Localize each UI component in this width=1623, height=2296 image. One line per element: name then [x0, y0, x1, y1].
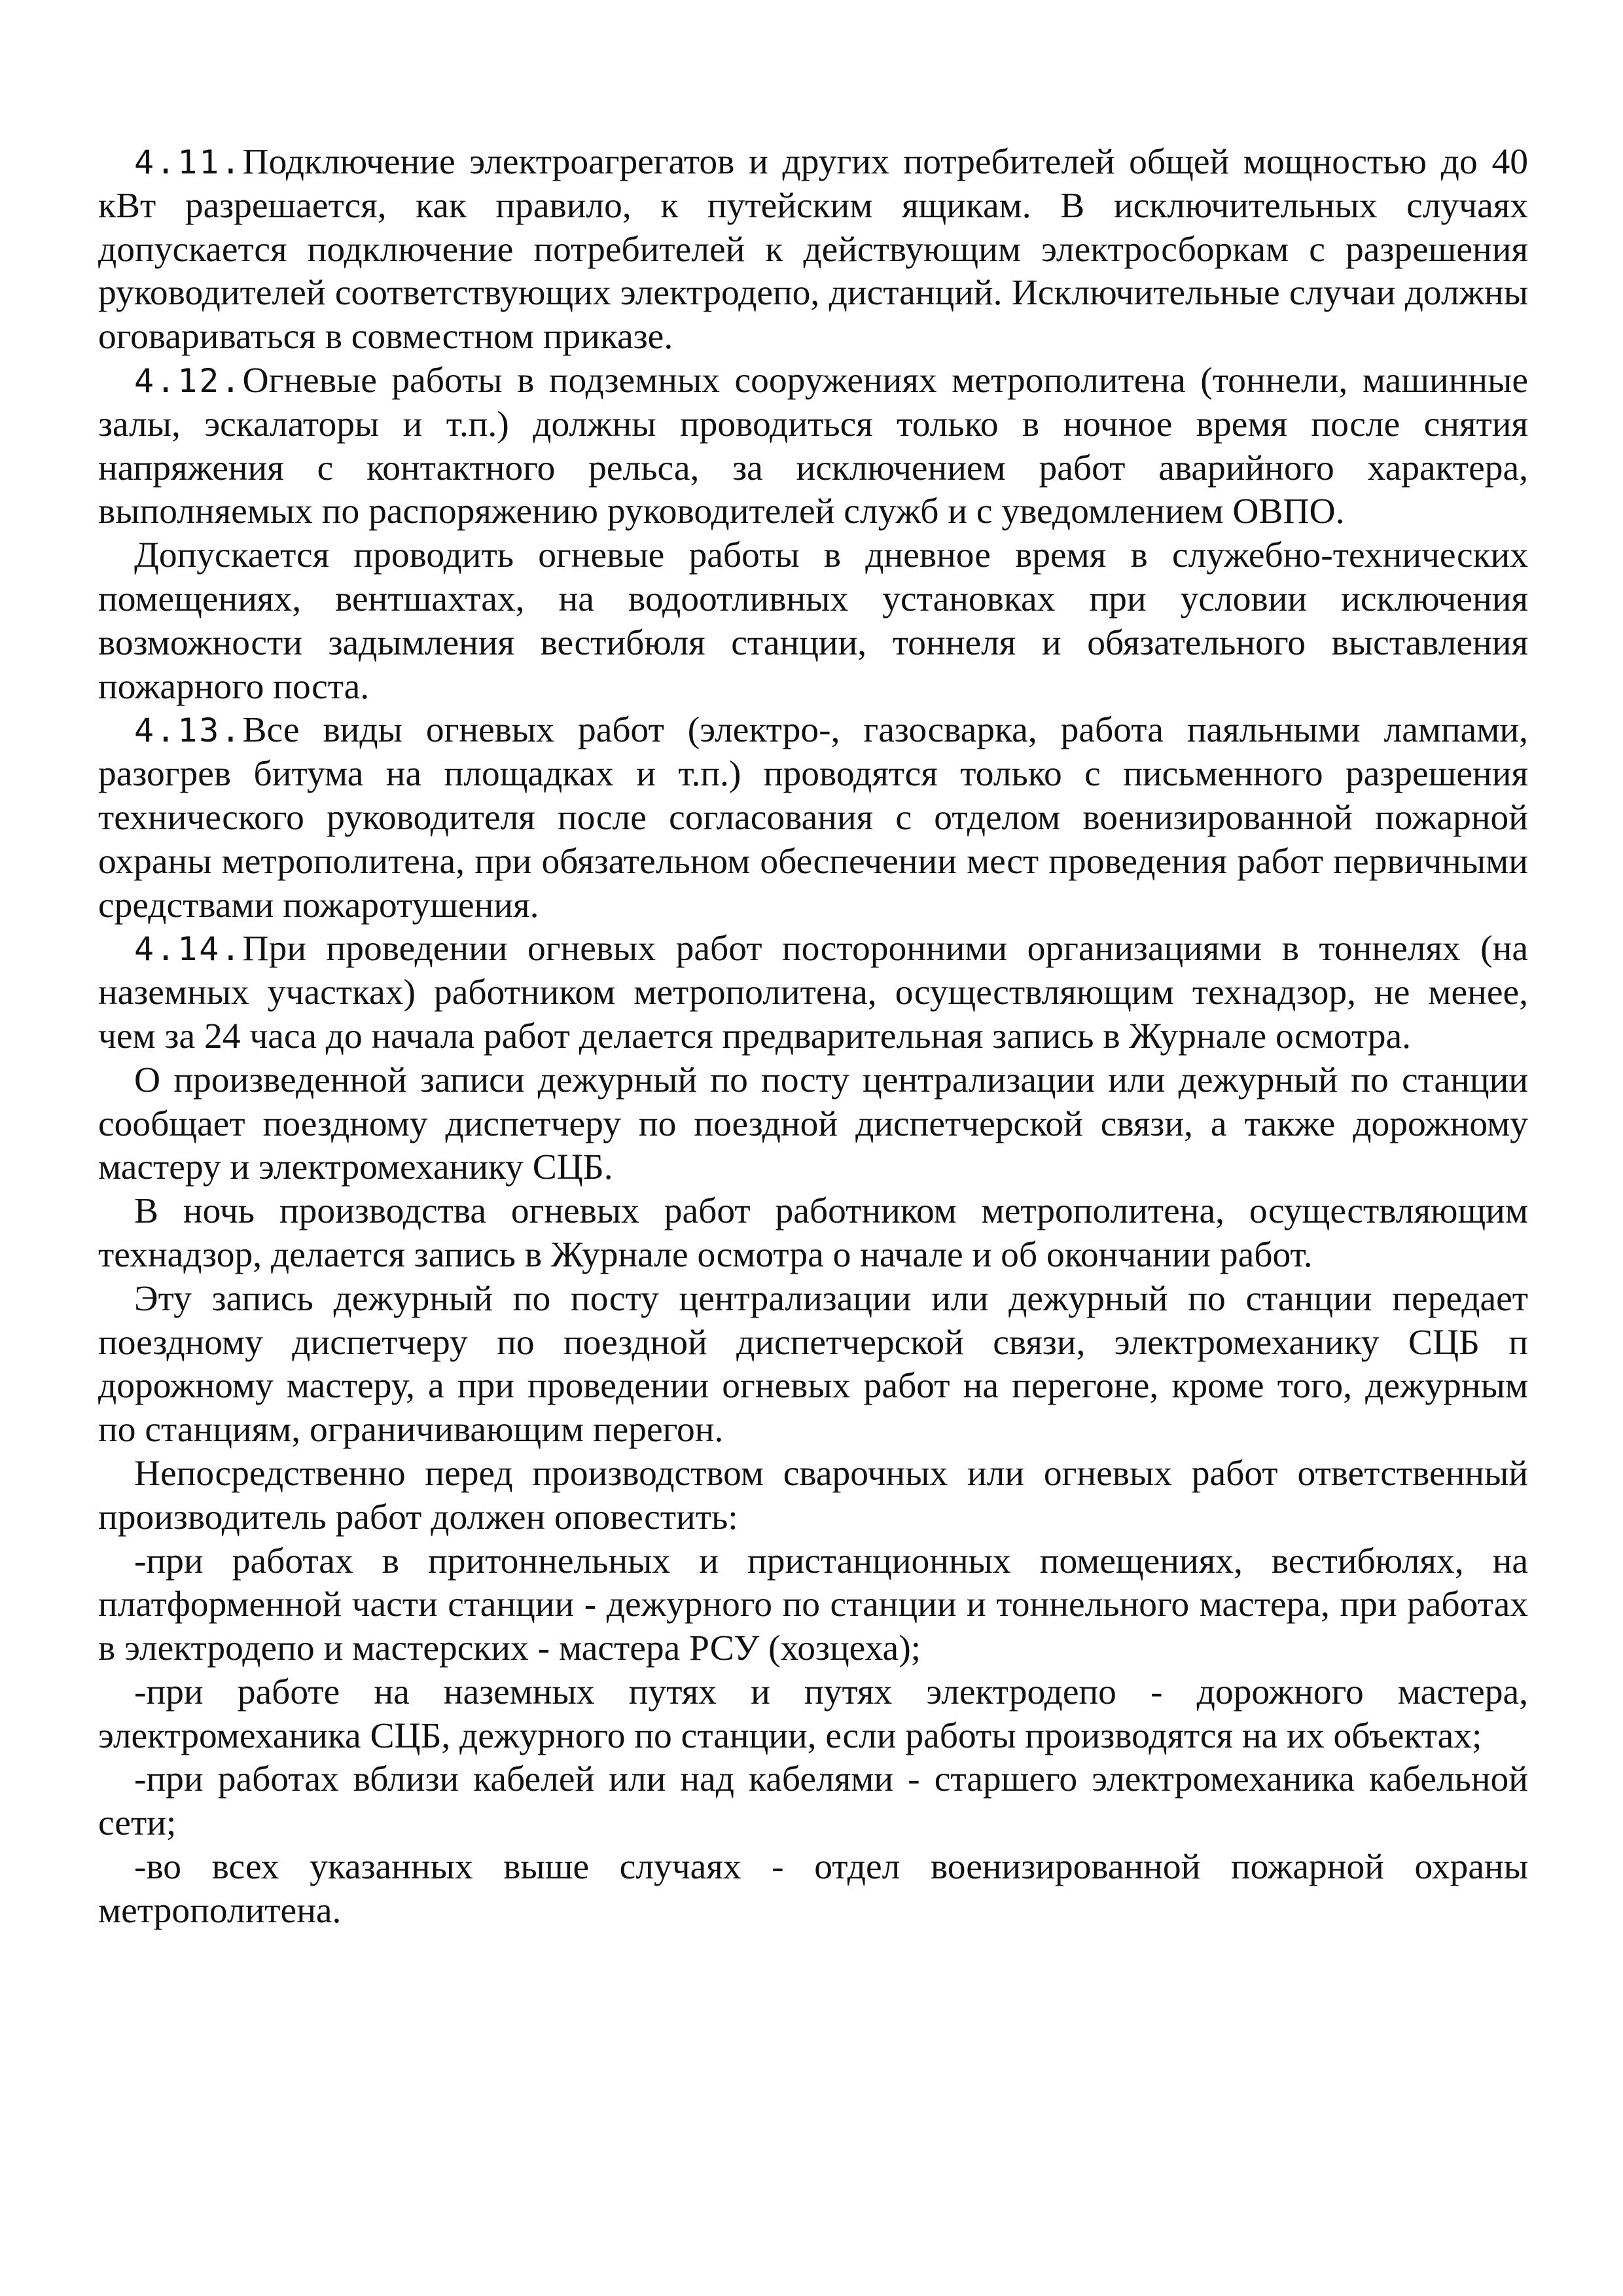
paragraph-night-record: [98, 1190, 1528, 1278]
paragraph-text: -при работе на наземных путях и путях электродепо - дорожного мастера, электромеханика СЦБ, дежурного по станции, если работы производятся на их объектах;: [98, 1672, 1528, 1756]
list-item-cables: [98, 1758, 1528, 1846]
paragraph-text: При проведении огневых работ посторонними организациями в тоннелях (на наземных участках) работником метрополитена, осуществляющим технадзор, не менее, чем за 24 часа до начала работ делается предварительная запись в Журнале осмотра.: [98, 929, 1528, 1056]
paragraph-text: -при работах в притоннельных и пристанционных помещениях, вестибюлях, на платформенной части станции - дежурного по станции и тоннельного мастера, при работах в электродепо и мастерских - мастера РСУ (хозцеха);: [98, 1541, 1528, 1669]
paragraph-text: Подключение электроагрегатов и других потребителей общей мощностью до 40 кВт разрешается, как правило, к путейским ящикам. В исключительных случаях допускается подключение потребителей к действующим электросборкам с разрешения руководителей соответствующих электродепо, дистанций. Исключительные случаи должны оговариваться в совместном приказе.: [98, 142, 1528, 357]
paragraph-text: Допускается проводить огневые работы в дневное время в служебно-технических помещениях, вентшахтах, на водоотливных установках при условии исключения возможности задымления вестибюля станции, тоннеля и обязательного выставления пожарного поста.: [98, 535, 1528, 707]
paragraph-text: Все виды огневых работ (электро-, газосварка, работа паяльными лампами, разогрев битума на площадках и т.п.) проводятся только с письменного разрешения технического руководителя после согласования с отделом военизированной пожарной охраны метрополитена, при обязательном обеспечении мест проведения работ первичными средствами пожаротушения.: [98, 710, 1528, 925]
paragraph-text: -во всех указанных выше случаях - отдел военизированной пожарной охраны метрополитена.: [98, 1847, 1528, 1931]
paragraph-record-transfer: [98, 1278, 1528, 1452]
list-item-ground-tracks: [98, 1671, 1528, 1759]
paragraph-number: 4.14.: [134, 930, 243, 969]
paragraph-daytime-work: [98, 534, 1528, 709]
list-item-station-rooms: [98, 1540, 1528, 1671]
paragraph-4-13: [98, 709, 1528, 927]
paragraph-notify-intro: [98, 1452, 1528, 1540]
paragraph-record-notice: [98, 1059, 1528, 1190]
paragraph-text: Эту запись дежурный по посту централизации или дежурный по станции передает поездному диспетчеру по поездной диспетчерской связи, электромеханику СЦБ п дорожному мастеру, а при проведении огневых работ на перегоне, кроме того, дежурным по станциям, ограничивающим перегон.: [98, 1278, 1528, 1450]
paragraph-4-12: [98, 359, 1528, 534]
paragraph-text: Непосредственно перед производством сварочных или огневых работ ответственный производитель работ должен оповестить:: [98, 1453, 1528, 1537]
paragraph-text: Огневые работы в подземных сооружениях метрополитена (тоннели, машинные залы, эскалаторы и т.п.) должны проводиться только в ночное время после снятия напряжения с контактного рельса, за исключением работ аварийного характера, выполняемых по распоряжению руководителей служб и с уведомлением ОВПО.: [98, 360, 1528, 532]
list-item-fire-guard: [98, 1846, 1528, 1933]
paragraph-text: В ночь производства огневых работ работником метрополитена, осуществляющим технадзор, делается запись в Журнале осмотра о начале и об окончании работ.: [98, 1191, 1528, 1275]
paragraph-number: 4.12.: [134, 361, 243, 400]
paragraph-4-14: [98, 927, 1528, 1058]
document-page: [98, 141, 1528, 1933]
paragraph-text: О произведенной записи дежурный по посту централизации или дежурный по станции сообщает поездному диспетчеру по поездной диспетчерской связи, а также дорожному мастеру и электромеханику СЦБ.: [98, 1060, 1528, 1188]
paragraph-text: -при работах вблизи кабелей или над кабелями - старшего электромеханика кабельной сети;: [98, 1759, 1528, 1844]
paragraph-4-11: [98, 141, 1528, 359]
paragraph-number: 4.11.: [134, 143, 243, 181]
paragraph-number: 4.13.: [134, 711, 243, 750]
